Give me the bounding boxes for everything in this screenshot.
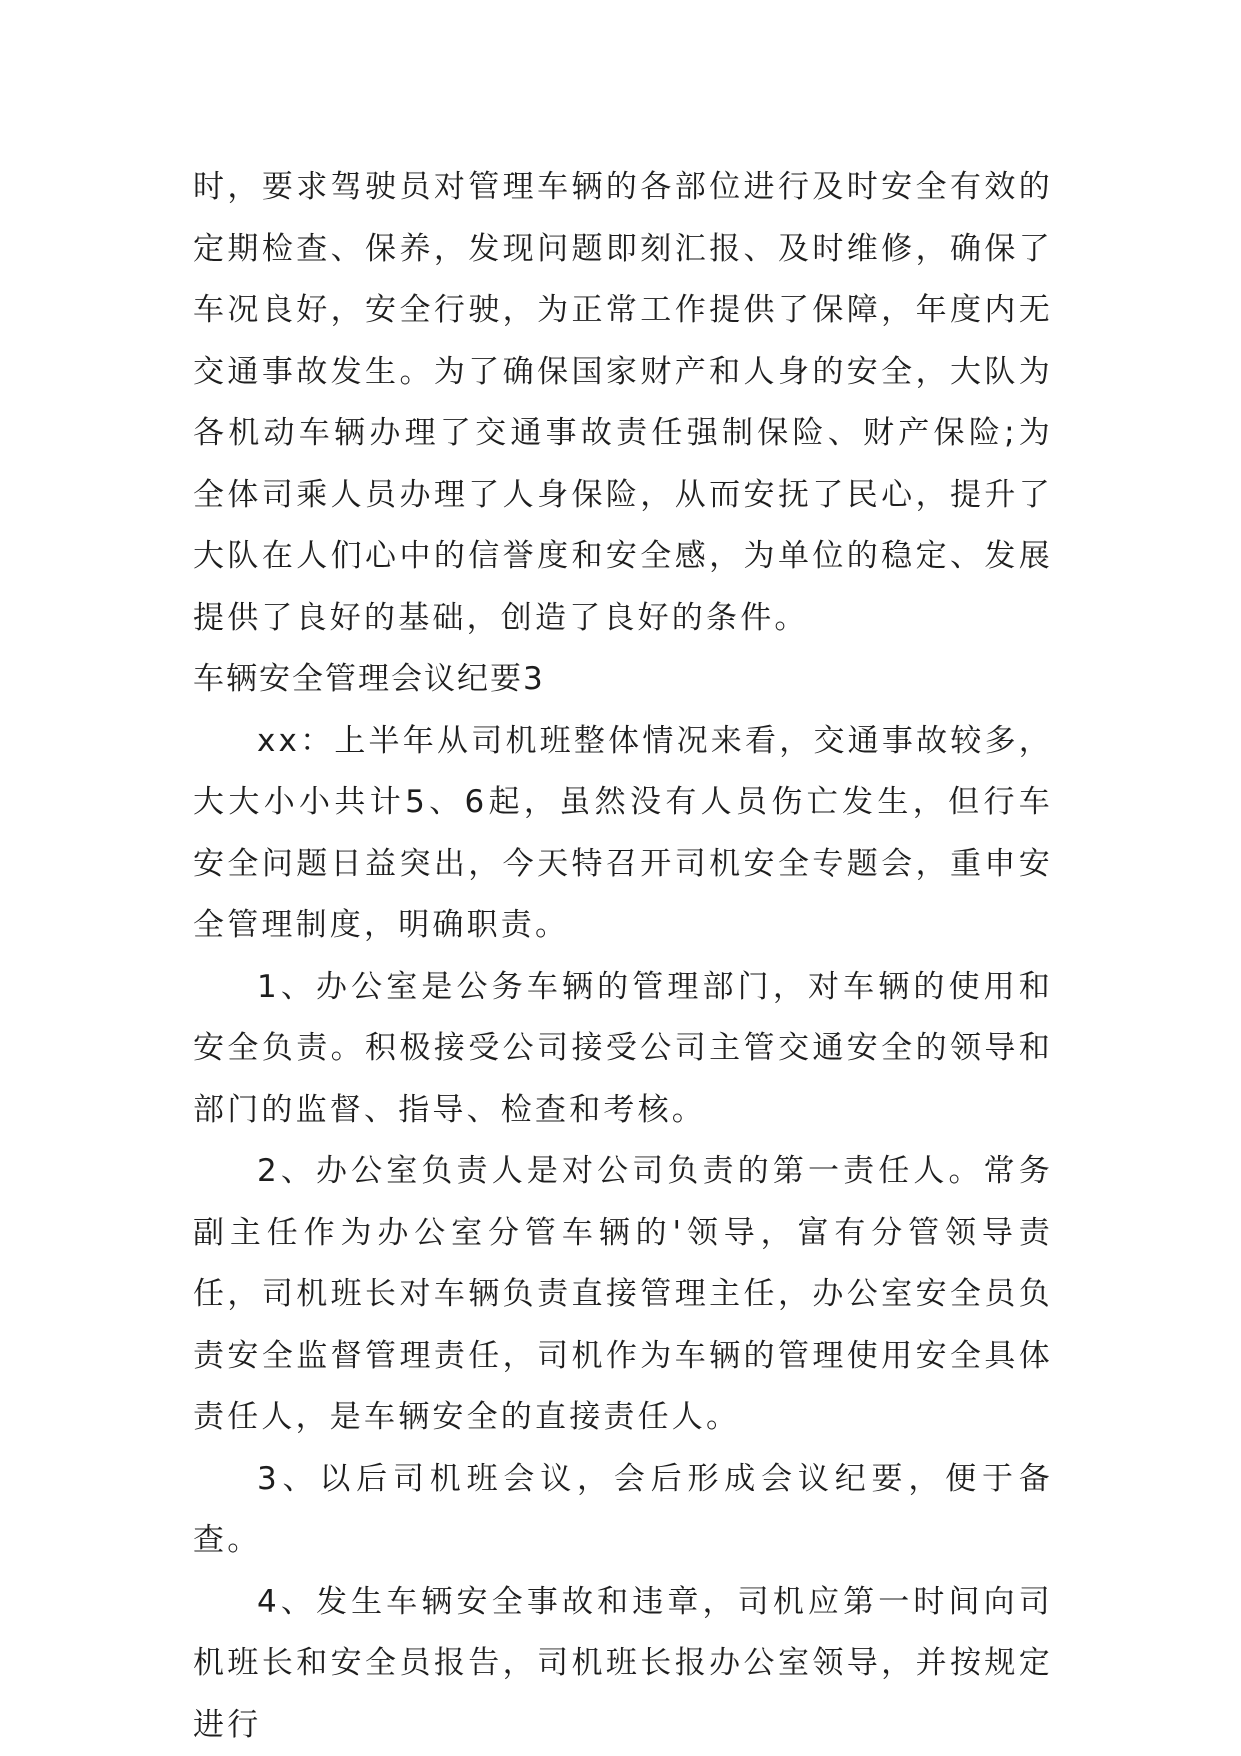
paragraph-item-1: 1、办公室是公务车辆的管理部门，对车辆的使用和安全负责。积极接受公司接受公司主管交通安全的领导和部门的监督、指导、检查和考核。 [193, 957, 1053, 1142]
section-heading: 车辆安全管理会议纪要3 [193, 649, 1053, 711]
paragraph-item-4: 4、发生车辆安全事故和违章，司机应第一时间向司机班长和安全员报告，司机班长报办公室领导，并按规定进行 [193, 1572, 1053, 1756]
paragraph-item-2: 2、办公室负责人是对公司负责的第一责任人。常务副主任作为办公室分管车辆的'领导，富有分管领导责任，司机班长对车辆负责直接管理主任，办公室安全员负责安全监督管理责任，司机作为车辆的管理使用安全具体责任人，是车辆安全的直接责任人。 [193, 1141, 1053, 1449]
paragraph-intro: xx：上半年从司机班整体情况来看，交通事故较多，大大小小共计5、6起，虽然没有人员伤亡发生，但行车安全问题日益突出，今天特召开司机安全专题会，重申安全管理制度，明确职责。 [193, 711, 1053, 957]
paragraph-continuation: 时，要求驾驶员对管理车辆的各部位进行及时安全有效的定期检查、保养，发现问题即刻汇报、及时维修，确保了车况良好，安全行驶，为正常工作提供了保障，年度内无交通事故发生。为了确保国家财产和人身的安全，大队为各机动车辆办理了交通事故责任强制保险、财产保险;为全体司乘人员办理了人身保险，从而安抚了民心，提升了大队在人们心中的信誉度和安全感，为单位的稳定、发展提供了良好的基础，创造了良好的条件。 [193, 157, 1053, 649]
paragraph-item-3: 3、以后司机班会议，会后形成会议纪要，便于备查。 [193, 1449, 1053, 1572]
document-body [193, 157, 1053, 1756]
